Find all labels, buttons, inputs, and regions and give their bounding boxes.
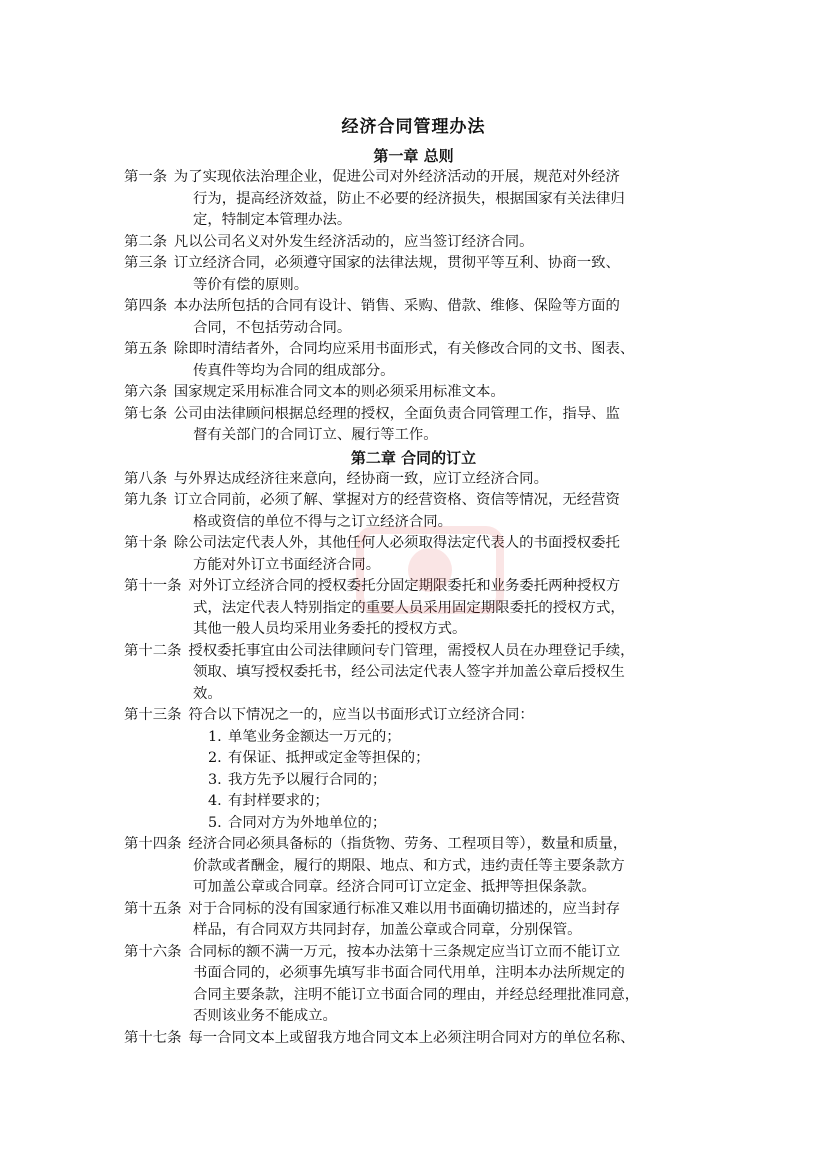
article-label: 第十一条 [124,578,182,594]
article-label: 第一条 [124,169,168,185]
article-text: 方能对外订立书面经济合同。 [193,556,381,573]
article-label: 第二条 [124,233,168,250]
article-text: 督有关部门的合同订立、履行等工作。 [193,427,438,443]
article-label: 第五条 [124,341,168,357]
list-item-text: 有保证、抵押或定金等担保的； [228,750,430,766]
article-text: 传真件等均为合同的组成部分。 [193,362,395,379]
article-text: 合同主要条款，注明不能订立书面合同的理由，并经总经理批准同意， [193,986,640,1003]
article-text: 书面合同的，必须事先填写非书面合同代用单，注明本办法所规定的 [193,965,625,981]
article-text: 为了实现依法治理企业，促进公司对外经济活动的开展，规范对外经济 [173,169,620,185]
list-item-number: 2. [208,750,222,766]
article-text: 国家规定采用标准合同文本的则必须采用标准文本。 [173,384,505,400]
article-text: 可加盖公章或合同章。经济合同可订立定金、抵押等担保条款。 [193,879,596,895]
article-text: 格或资信的单位不得与之订立经济合同。 [193,513,453,530]
article-text: 符合以下情况之一的，应当以书面形式订立经济合同： [188,707,534,723]
article-label: 第四条 [124,298,168,314]
article-text: 等价有偿的原则。 [193,276,309,293]
chapter-heading: 第一章 总则 [373,147,454,165]
list-item-number: 4. [208,793,222,809]
list-item [208,770,386,790]
article-text: 合同，不包括劳动合同。 [193,319,352,336]
article-text: 其他一般人员均采用业务委托的授权方式。 [193,621,467,637]
list-item [208,727,401,747]
article-label: 第三条 [124,255,168,271]
article-label: 第十三条 [124,707,182,723]
article-text: 样品，有合同双方共同封存，加盖公章或合同章，分别保管。 [193,922,582,938]
article-text: 与外界达成经济往来意向，经协商一致，应订立经济合同。 [173,470,548,487]
article-text: 除即时清结者外，合同均应采用书面形式，有关修改合同的文书、图表、 [173,341,635,357]
article-text: 订立合同前，必须了解、掌握对方的经营资格、资信等情况，无经营资 [173,492,620,508]
article-text: 价款或者酬金，履行的期限、地点、和方式，违约责任等主要条款方 [193,857,625,874]
article-text: 行为，提高经济效益，防止不必要的经济损失，根据国家有关法律归 [193,190,625,207]
list-item-number: 5. [208,814,222,831]
article-text: 授权委托事宜由公司法律顾问专门管理，需授权人员在办理登记手续， [188,642,635,659]
article-text: 凡以公司名义对外发生经济活动的，应当签订经济合同。 [173,233,534,250]
article-label: 第十四条 [124,836,182,852]
article-text: 否则该业务不能成立。 [193,1008,337,1024]
list-item-text: 有封样要求的； [228,793,329,809]
article-text: 效。 [193,685,222,702]
article-label: 第十二条 [124,642,182,659]
list-item-number: 3. [208,771,222,788]
article-label: 第六条 [124,384,168,400]
article-label: 第七条 [124,405,168,422]
chapter-heading: 第二章 合同的订立 [350,448,477,467]
article-text: 订立经济合同，必须遵守国家的法律法规，贯彻平等互利、协商一致、 [173,255,620,271]
article-text: 公司由法律顾问根据总经理的授权，全面负责合同管理工作，指导、监 [173,405,620,422]
article-text: 对于合同标的没有国家通行标准又难以用书面确切描述的，应当封存 [188,900,621,917]
article-label: 第十条 [124,535,168,551]
article-text: 本办法所包括的合同有设计、销售、采购、借款、维修、保险等方面的 [173,298,620,314]
list-item [208,748,429,768]
article-text: 对外订立经济合同的授权委托分固定期限委托和业务委托两种授权方 [188,578,621,594]
article-text: 式，法定代表人特别指定的重要人员采用固定期限委托的授权方式， [193,599,625,616]
article-text: 合同标的额不满一万元，按本办法第十三条规定应当订立而不能订立 [188,943,621,960]
article-text: 每一合同文本上或留我方地合同文本上必须注明合同对方的单位名称、 [188,1029,635,1046]
list-item-text: 合同对方为外地单位的； [228,814,387,831]
article-text: 除公司法定代表人外，其他任何人必须取得法定代表人的书面授权委托 [173,535,620,551]
article-label: 第十六条 [124,943,182,960]
list-item [208,791,329,811]
article-text: 领取、填写授权委托书，经公司法定代表人签字并加盖公章后授权生 [193,664,625,680]
list-item-text: 我方先予以履行合同的； [228,771,387,788]
article-label: 第九条 [124,492,168,508]
article-label: 第十七条 [124,1029,182,1046]
article-label: 第十五条 [124,900,182,917]
document-title: 经济合同管理办法 [341,117,486,137]
list-item [208,813,386,833]
list-item-number: 1. [208,728,222,745]
article-label: 第八条 [124,470,168,487]
article-text: 定，特制定本管理办法。 [193,212,352,228]
article-text: 经济合同必须具备标的（指货物、劳务、工程项目等），数量和质量， [188,836,628,852]
list-item-text: 单笔业务金额达一万元的； [228,728,401,745]
